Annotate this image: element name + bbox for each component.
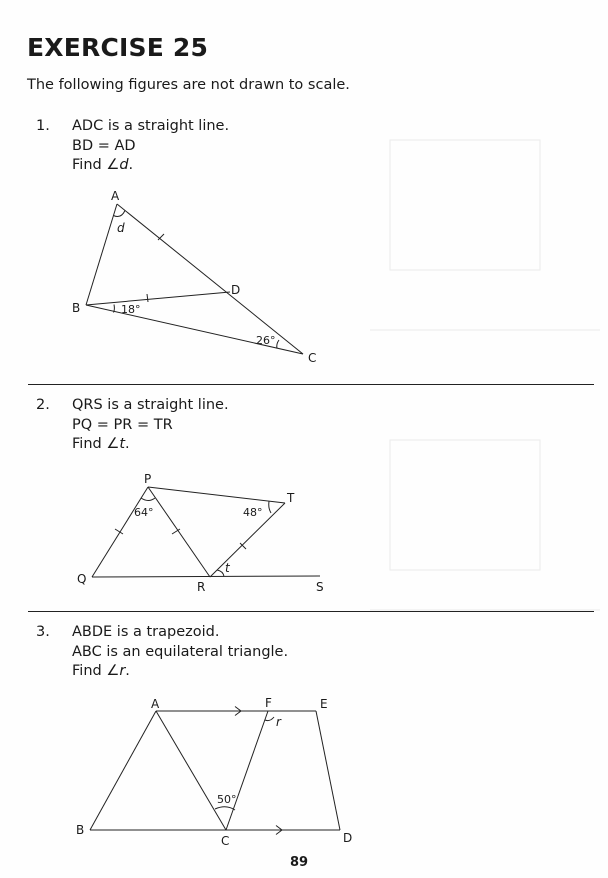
angle-label-d: d — [117, 221, 125, 235]
problem-line: ADC is a straight line. — [72, 118, 230, 134]
point-label-A: A — [151, 697, 160, 711]
problem-line: BD = AD — [72, 137, 136, 154]
angle-label-50: 50° — [217, 793, 237, 806]
angle-label-t: t — [225, 561, 230, 575]
problem-line: PQ = PR = TR — [72, 416, 173, 433]
problem-line: ABDE is a trapezoid. — [72, 624, 220, 640]
page-number: 89 — [290, 855, 309, 870]
point-label-P: P — [144, 472, 152, 486]
point-label-A: A — [111, 189, 120, 203]
point-label-S: S — [316, 580, 324, 594]
exercise-intro: The following figures are not drawn to scale. — [27, 77, 350, 93]
problem-question: Find ∠r. — [72, 663, 130, 679]
point-label-C: C — [308, 351, 317, 365]
problem-question: Find ∠t. — [72, 436, 130, 452]
point-label-C: C — [221, 834, 230, 848]
problem-number: 1. — [36, 118, 50, 134]
angle-label-48: 48° — [243, 506, 263, 519]
point-label-E: E — [320, 697, 328, 711]
point-label-B: B — [72, 301, 81, 315]
point-label-B: B — [76, 823, 85, 837]
point-label-R: R — [197, 580, 206, 594]
angle-label-26: 26° — [256, 334, 276, 347]
point-label-D: D — [231, 283, 241, 297]
angle-label-r: r — [276, 715, 281, 729]
section-divider — [28, 611, 594, 612]
problem-number: 2. — [36, 397, 50, 413]
problem-line: ABC is an equilateral triangle. — [72, 643, 289, 660]
angle-label-18: 18° — [121, 303, 141, 316]
point-label-T: T — [287, 491, 295, 505]
problem-number: 3. — [36, 624, 50, 640]
point-label-D: D — [343, 831, 353, 845]
problem-question: Find ∠d. — [72, 157, 134, 173]
section-divider — [28, 384, 594, 385]
angle-label-64: 64° — [134, 506, 154, 519]
point-label-Q: Q — [77, 572, 87, 586]
problem-line: QRS is a straight line. — [72, 397, 229, 413]
show-through-shadow — [370, 30, 600, 830]
exercise-title: EXERCISE 25 — [27, 33, 209, 62]
point-label-F: F — [265, 696, 272, 710]
